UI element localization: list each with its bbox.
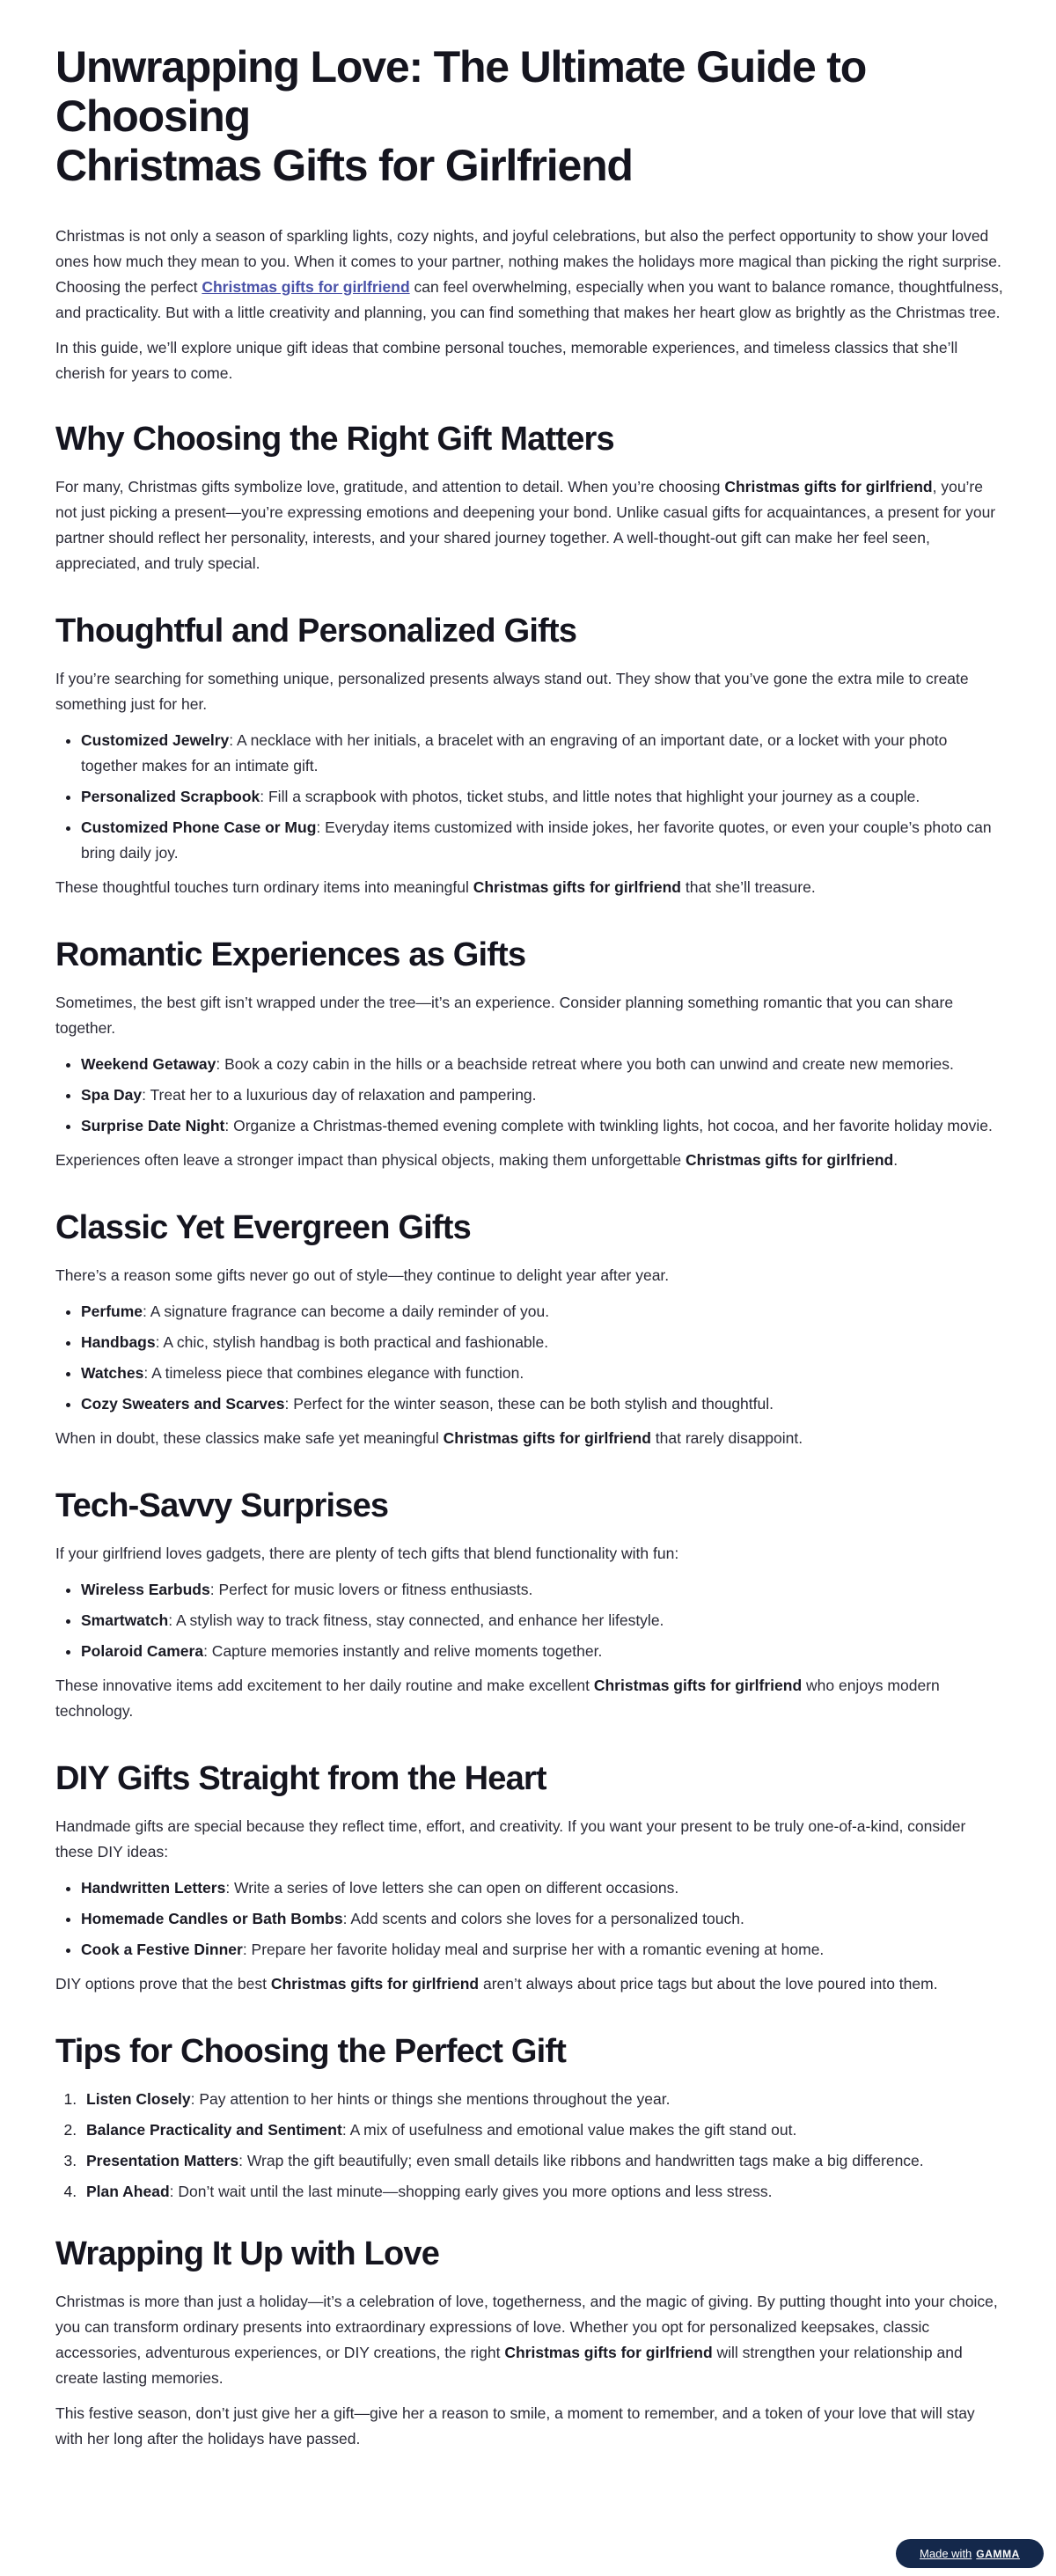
heading-wrap: Wrapping It Up with Love (55, 2235, 440, 2272)
list-item-desc: : Wrap the gift beautifully; even small details like ribbons and handwritten tags make a big difference. (238, 2152, 924, 2169)
list-item (81, 1937, 1004, 1963)
list-item (81, 2179, 1004, 2205)
heading-diy: DIY Gifts Straight from the Heart (55, 1760, 546, 1797)
romantic-list (55, 1052, 1004, 1139)
keyword-bold: Christmas gifts for girlfriend (443, 1429, 651, 1447)
heading-tech: Tech-Savvy Surprises (55, 1487, 389, 1524)
list-item (81, 1361, 1004, 1386)
keyword-bold: Christmas gifts for girlfriend (504, 2344, 713, 2361)
why-paragraph (55, 474, 1004, 576)
intro-text-after: can feel overwhelming, especially when you want to balance romance, thoughtfulness, and practicality. But with a little creativity and planning, you can find something that makes her heart glow as brightly as the Christmas tree. (55, 278, 1003, 321)
list-item (81, 2087, 1004, 2112)
list-item (81, 1391, 1004, 1417)
list-item (81, 1577, 1004, 1603)
list-item (81, 1052, 1004, 1077)
list-item-desc: : Book a cozy cabin in the hills or a beachside retreat where you both can unwind and create new memories. (216, 1055, 954, 1073)
tech-list (55, 1577, 1004, 1664)
list-item-desc: : Prepare her favorite holiday meal and surprise her with a romantic evening at home. (242, 1941, 825, 1958)
list-item-desc: : Don’t wait until the last minute—shopping early gives you more options and less stress. (169, 2183, 773, 2200)
list-item-term: Weekend Getaway (81, 1055, 216, 1073)
list-item-desc: : A timeless piece that combines elegance with function. (143, 1364, 524, 1382)
list-item-term: Watches (81, 1364, 144, 1382)
personalized-outro (55, 875, 1004, 900)
classic-outro (55, 1426, 1004, 1451)
intro-paragraph-2: In this guide, we’ll explore unique gift ideas that combine personal touches, memorable experiences, and timeless classics that she’ll cherish for years to come. (55, 339, 958, 382)
outro-text-after: that rarely disappoint. (650, 1429, 803, 1447)
keyword-bold: Christmas gifts for girlfriend (270, 1975, 480, 1993)
list-item (81, 1113, 1004, 1139)
list-item-term: Presentation Matters (86, 2152, 239, 2169)
list-item-desc: : Everyday items customized with inside jokes, her favorite quotes, or even your couple’s photo can bring daily joy. (81, 818, 992, 862)
keyword-bold: Christmas gifts for girlfriend (473, 878, 681, 896)
list-item (81, 2117, 1004, 2143)
list-item-term: Personalized Scrapbook (81, 788, 260, 805)
list-item (81, 1608, 1004, 1633)
list-item-term: Smartwatch (81, 1611, 169, 1629)
list-item-desc: : A necklace with her initials, a bracelet with an engraving of an important date, or a locket with your photo together makes for an intimate gift. (81, 731, 948, 774)
list-item-term: Customized Phone Case or Mug (81, 818, 317, 836)
page-title-line1: Unwrapping Love: The Ultimate Guide to Choosing (55, 42, 867, 141)
why-text-after: , you’re not just picking a present—you’re expressing emotions and deepening your bond. Unlike casual gifts for acquaintances, a present for your partner should reflect her personality, interests, and your shared journey together. A well-thought-out gift can make her feel seen, appreciated, and truly special. (55, 478, 996, 572)
keyword-bold: Christmas gifts for girlfriend (724, 478, 933, 495)
intro-paragraph-1 (55, 224, 1004, 326)
list-item (81, 1906, 1004, 1932)
outro-text-before: These innovative items add excitement to her daily routine and make excellent (55, 1677, 594, 1694)
why-text-before: For many, Christmas gifts symbolize love, gratitude, and attention to detail. When you’re choosing (55, 478, 725, 495)
list-item-desc: : Write a series of love letters she can open on different occasions. (225, 1879, 679, 1897)
gamma-logo: GAMMA (976, 2547, 1020, 2560)
list-item-term: Surprise Date Night (81, 1117, 225, 1134)
outro-text-before: When in doubt, these classics make safe yet meaningful (55, 1429, 444, 1447)
list-item-term: Wireless Earbuds (81, 1581, 210, 1598)
made-with-gamma-badge[interactable] (896, 2539, 1044, 2568)
tech-intro: If your girlfriend loves gadgets, there are plenty of tech gifts that blend functionality with fun: (55, 1545, 679, 1562)
page-title (55, 42, 1004, 190)
personalized-intro: If you’re searching for something unique, personalized presents always stand out. They show that you’ve gone the extra mile to create something just for her. (55, 670, 969, 713)
list-item-desc: : Treat her to a luxurious day of relaxation and pampering. (142, 1086, 537, 1104)
outro-text-after: who enjoys modern technology. (55, 1677, 940, 1720)
romantic-outro (55, 1148, 1004, 1173)
wrap-text-before: Christmas is more than just a holiday—it’s a celebration of love, togetherness, and the magic of giving. By putting thought into your choice, you can transform ordinary presents into extraordinary expressions of love. Whether you opt for personalized keepsakes, classic accessories, adventurous experiences, or DIY creations, the right (55, 2293, 998, 2361)
list-item-term: Handbags (81, 1333, 156, 1351)
outro-text-after: aren’t always about price tags but about the love poured into them. (479, 1975, 938, 1993)
list-item-desc: : Perfect for the winter season, these can be both stylish and thoughtful. (284, 1395, 774, 1413)
article (55, 0, 1004, 2452)
list-item (81, 815, 1004, 866)
outro-text-before: DIY options prove that the best (55, 1975, 271, 1993)
personalized-list (55, 728, 1004, 866)
classic-intro: There’s a reason some gifts never go out of style—they continue to delight year after year. (55, 1266, 670, 1284)
list-item-term: Cook a Festive Dinner (81, 1941, 243, 1958)
diy-intro: Handmade gifts are special because they reflect time, effort, and creativity. If you want your present to be truly one-of-a-kind, consider these DIY ideas: (55, 1817, 966, 1860)
heading-personalized: Thoughtful and Personalized Gifts (55, 613, 577, 650)
list-item-desc: : Pay attention to her hints or things she mentions throughout the year. (190, 2090, 671, 2108)
list-item-desc: : A signature fragrance can become a daily reminder of you. (143, 1303, 550, 1320)
diy-list (55, 1875, 1004, 1963)
heading-romantic: Romantic Experiences as Gifts (55, 936, 526, 973)
list-item-term: Polaroid Camera (81, 1642, 204, 1660)
page-title-line2: Christmas Gifts for Girlfriend (55, 141, 633, 190)
romantic-intro: Sometimes, the best gift isn’t wrapped under the tree—it’s an experience. Consider planning something romantic that you can share together. (55, 994, 954, 1037)
wrap-paragraph-2: This festive season, don’t just give her a gift—give her a reason to smile, a moment to remember, and a token of your love that will stay with her long after the holidays have passed. (55, 2404, 975, 2448)
list-item-term: Perfume (81, 1303, 143, 1320)
heading-classic: Classic Yet Evergreen Gifts (55, 1209, 471, 1246)
list-item-term: Homemade Candles or Bath Bombs (81, 1910, 343, 1927)
outro-text-after: that she’ll treasure. (681, 878, 816, 896)
list-item-desc: : A stylish way to track fitness, stay connected, and enhance her lifestyle. (168, 1611, 664, 1629)
list-item-term: Balance Practicality and Sentiment (86, 2121, 342, 2139)
list-item-term: Cozy Sweaters and Scarves (81, 1395, 285, 1413)
wrap-paragraph-1 (55, 2289, 1004, 2391)
list-item-term: Handwritten Letters (81, 1879, 226, 1897)
list-item-desc: : Organize a Christmas-themed evening complete with twinkling lights, hot cocoa, and her favorite holiday movie. (224, 1117, 993, 1134)
list-item-term: Customized Jewelry (81, 731, 230, 749)
keyword-link[interactable]: Christmas gifts for girlfriend (202, 278, 410, 296)
list-item-desc: : A chic, stylish handbag is both practical and fashionable. (155, 1333, 549, 1351)
keyword-bold: Christmas gifts for girlfriend (593, 1677, 803, 1694)
list-item-term: Listen Closely (86, 2090, 191, 2108)
heading-tips: Tips for Choosing the Perfect Gift (55, 2033, 567, 2070)
tips-list (55, 2087, 1004, 2205)
wrap-text-after: will strengthen your relationship and create lasting memories. (55, 2344, 963, 2387)
list-item-desc: : Perfect for music lovers or fitness enthusiasts. (209, 1581, 533, 1598)
list-item (81, 1330, 1004, 1355)
list-item (81, 1639, 1004, 1664)
heading-why: Why Choosing the Right Gift Matters (55, 421, 614, 458)
keyword-bold: Christmas gifts for girlfriend (685, 1151, 894, 1169)
list-item (81, 728, 1004, 779)
list-item-desc: : Add scents and colors she loves for a personalized touch. (342, 1910, 744, 1927)
outro-text-before: These thoughtful touches turn ordinary items into meaningful (55, 878, 473, 896)
tech-outro (55, 1673, 1004, 1724)
badge-prefix: Made with (920, 2547, 972, 2560)
list-item (81, 2148, 1004, 2174)
list-item (81, 1875, 1004, 1901)
list-item-desc: : Fill a scrapbook with photos, ticket stubs, and little notes that highlight your journey as a couple. (260, 788, 920, 805)
outro-text-after: . (893, 1151, 898, 1169)
list-item-term: Spa Day (81, 1086, 143, 1104)
list-item-desc: : Capture memories instantly and relive moments together. (203, 1642, 603, 1660)
list-item-desc: : A mix of usefulness and emotional value makes the gift stand out. (341, 2121, 797, 2139)
list-item (81, 1299, 1004, 1325)
classic-list (55, 1299, 1004, 1417)
diy-outro (55, 1971, 1004, 1997)
list-item (81, 1083, 1004, 1108)
list-item-term: Plan Ahead (86, 2183, 170, 2200)
intro-text-before: Christmas is not only a season of sparkling lights, cozy nights, and joyful celebrations, but also the perfect opportunity to show your loved ones how much they mean to you. When it comes to your partner, nothing makes the holidays more magical than picking the right surprise. Choosing the perfect (55, 227, 1001, 296)
list-item (81, 784, 1004, 810)
outro-text-before: Experiences often leave a stronger impact than physical objects, making them unforgettable (55, 1151, 686, 1169)
